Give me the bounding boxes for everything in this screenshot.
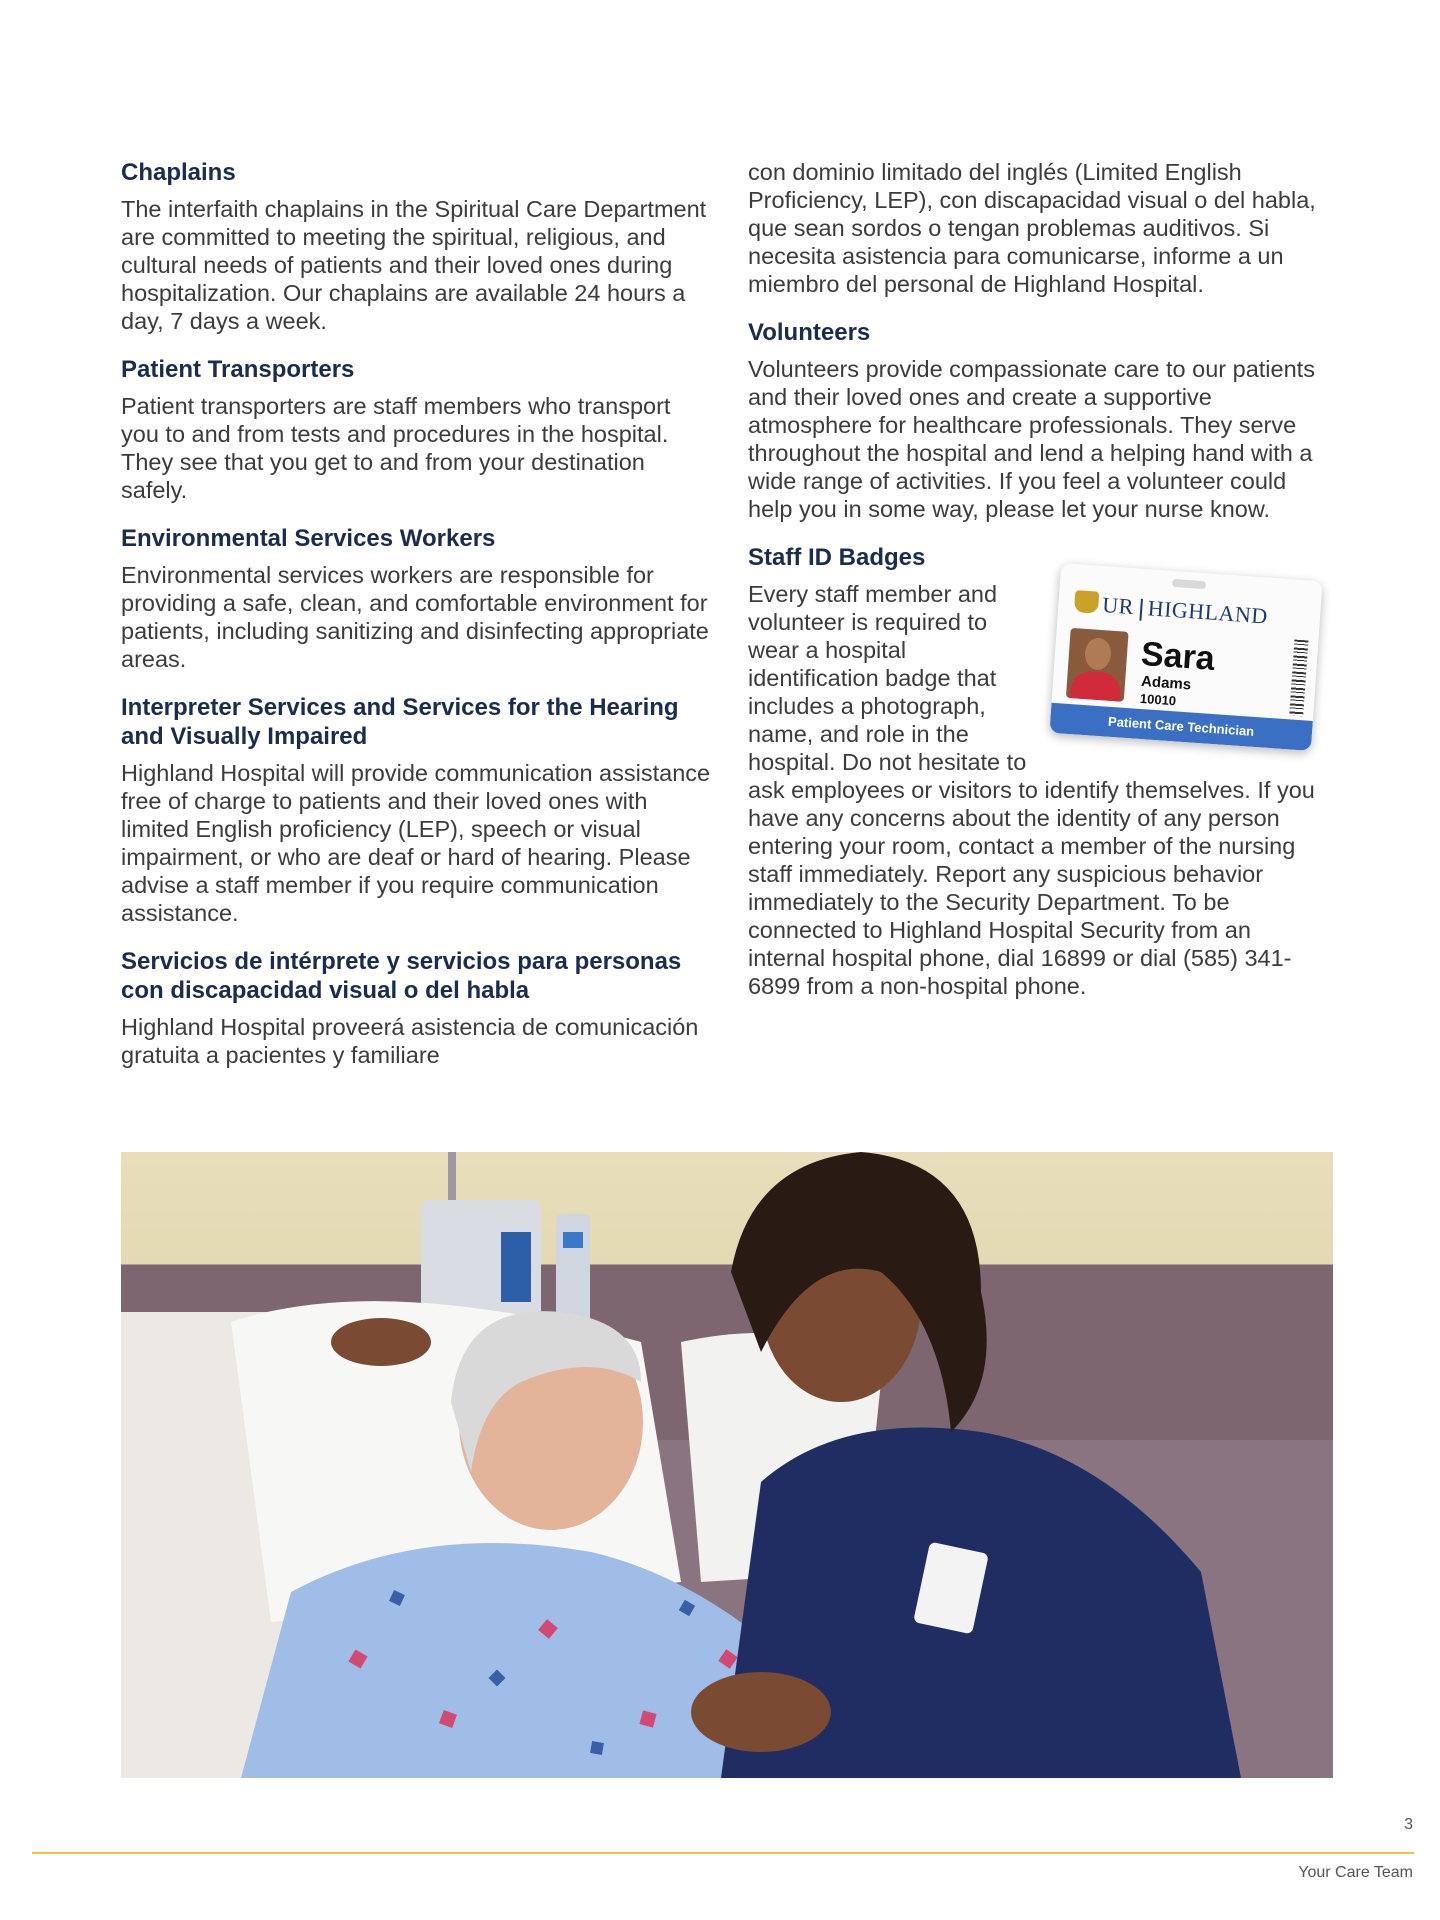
badge-logo xyxy=(1102,592,1269,629)
section-heading: Environmental Services Workers xyxy=(121,525,496,552)
nurse-patient-photo xyxy=(121,1152,1333,1778)
logo-ur: UR xyxy=(1101,592,1135,620)
badge-id-number: 10010 xyxy=(1139,690,1177,709)
logo-highland: HIGHLAND xyxy=(1147,595,1269,629)
section-body: Environmental services workers are responsible for providing a safe, clean, and comfortable environment for patients, including sanitizing and disinfecting appropriate areas. xyxy=(121,562,709,672)
section-body: Highland Hospital proveerá asistencia de comunicación gratuita a pacientes y familiare xyxy=(121,1014,699,1068)
badge-first-name: Sara xyxy=(1139,634,1216,678)
photo-illustration xyxy=(121,1152,1333,1778)
footer-section-title: Your Care Team xyxy=(1298,1864,1413,1881)
left-column xyxy=(121,158,711,1089)
section-body: Volunteers provide compassionate care to our patients and their loved ones and create a supportive atmosphere for healthcare professionals. They serve throughout the hospital and lend a helping hand with a wide range of activities. If you feel a volunteer could help you in some way, please let your nurse know. xyxy=(748,356,1315,522)
section-interpreter-services xyxy=(121,693,711,927)
section-body: Every staff member and volunteer is required to wear a hospital identification badge that includes a photograph, name, and role in the hospital. Do not hesitate to ask employees or visitors to identify themselves. If you have any concerns about the identity of any person entering your room, contact a member of the nursing staff immediately. Report any suspicious behavior immediately to the Security Department. To be connected to Highland Hospital Security from an internal hospital phone, dial 16899 or dial (585) 341-6899 from a non-hospital phone. xyxy=(748,581,1315,999)
badge-photo xyxy=(1066,628,1129,702)
section-heading: Patient Transporters xyxy=(121,356,355,383)
page-number: 3 xyxy=(1404,1816,1413,1833)
section-body: Highland Hospital will provide communication assistance free of charge to patients and their loved ones with limited English proficiency (LEP), speech or visual impairment, or who are deaf or hard of hearing. Please advise a staff member if you require communication assistance. xyxy=(121,760,711,926)
section-body: Patient transporters are staff members who transport you to and from tests and procedures in the hospital. They see that you get to and from your destination safely. xyxy=(121,393,671,503)
right-column xyxy=(748,158,1333,1020)
barcode-icon xyxy=(1289,640,1308,717)
section-heading: Chaplains xyxy=(121,159,236,186)
section-servicios-interprete xyxy=(121,947,711,1069)
id-badge-card xyxy=(1049,563,1322,751)
section-chaplains xyxy=(121,158,711,335)
section-heading: Servicios de intérprete y servicios para personas con discapacidad visual o del habla xyxy=(121,948,682,1004)
section-volunteers xyxy=(748,318,1333,523)
badge-slot xyxy=(1172,579,1206,589)
section-heading: Volunteers xyxy=(748,319,871,346)
id-badge-image xyxy=(1047,564,1329,760)
continuation-text: con dominio limitado del inglés (Limited English Proficiency, LEP), con discapacidad visual o del habla, que sean sordos o tengan problemas auditivos. Si necesita asistencia para comunicarse, informe a un miembro del personal de Highland Hospital. xyxy=(748,159,1316,297)
badge-last-name: Adams xyxy=(1140,672,1192,694)
section-heading: Interpreter Services and Services for the Hearing and Visually Impaired xyxy=(121,694,679,750)
section-staff-id-badges xyxy=(748,543,1333,1000)
section-heading: Staff ID Badges xyxy=(748,544,926,571)
section-environmental-services xyxy=(121,524,711,673)
university-seal-icon xyxy=(1074,590,1099,614)
badge-role: Patient Care Technician xyxy=(1049,703,1312,751)
section-patient-transporters xyxy=(121,355,711,504)
footer-divider xyxy=(32,1852,1414,1854)
section-body: The interfaith chaplains in the Spiritual Care Department are committed to meeting the spiritual, religious, and cultural needs of patients and their loved ones during hospitalization. Our chaplains are available 24 hours a day, 7 days a week. xyxy=(121,196,707,334)
